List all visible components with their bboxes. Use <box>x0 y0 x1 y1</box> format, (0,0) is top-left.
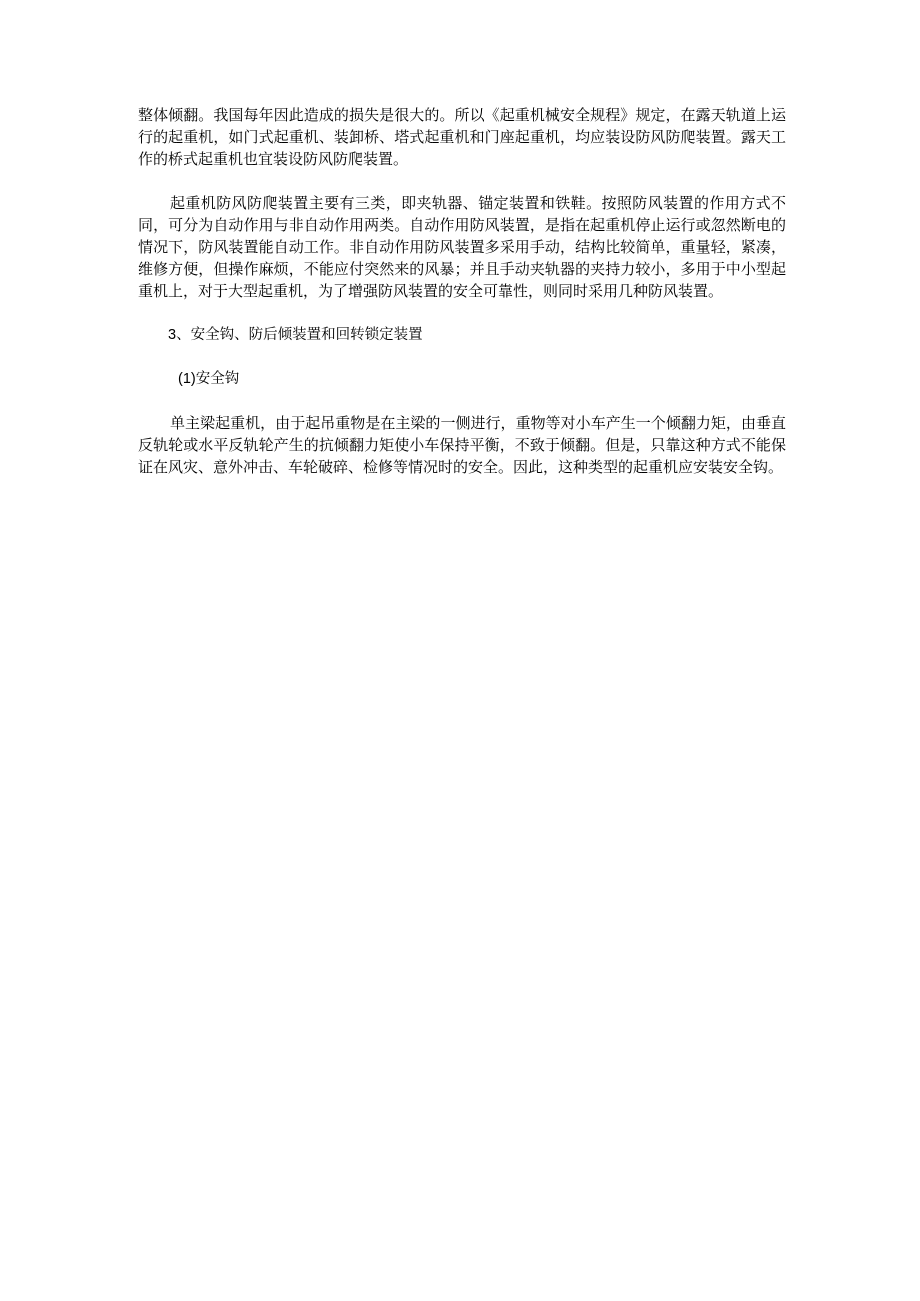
paragraph-wind-protection-devices: 起重机防风防爬装置主要有三类，即夹轨器、锚定装置和铁鞋。按照防风装置的作用方式不同，可分为自动作用与非自动作用两类。自动作用防风装置，是指在起重机停止运行或忽然断电的情况下，防风装置能自动工作。非自动作用防风装置多采用手动，结构比较简单，重量轻，紧凑，维修方便，但操作麻烦，不能应付突然来的风暴；并且手动夹轨器的夹持力较小，多用于中小型起重机上，对于大型起重机，为了增强防风装置的安全可靠性，则同时采用几种防风装置。 <box>138 194 786 300</box>
section-heading-safety-hook: 3、安全钩、防后倾装置和回转锁定装置 <box>168 327 423 343</box>
paragraph-wind-protection-regulation: 整体倾翻。我国每年因此造成的损失是很大的。所以《起重机械安全规程》规定，在露天轨道上运行的起重机，如门式起重机、装卸桥、塔式起重机和门座起重机，均应装设防风防爬装置。露天工作的桥式起重机也宜装设防风防爬装置。 <box>138 106 786 168</box>
paragraph-single-girder-crane: 单主梁起重机，由于起吊重物是在主梁的一侧进行，重物等对小车产生一个倾翻力矩，由垂直反轨轮或水平反轨轮产生的抗倾翻力矩使小车保持平衡，不致于倾翻。但是，只靠这种方式不能保证在风灾、意外冲击、车轮破碎、检修等情况时的安全。因此，这种类型的起重机应安装安全钩。 <box>138 414 786 476</box>
subsection-heading-safety-hook: (1)安全钩 <box>178 371 240 387</box>
document-body <box>138 104 786 478</box>
